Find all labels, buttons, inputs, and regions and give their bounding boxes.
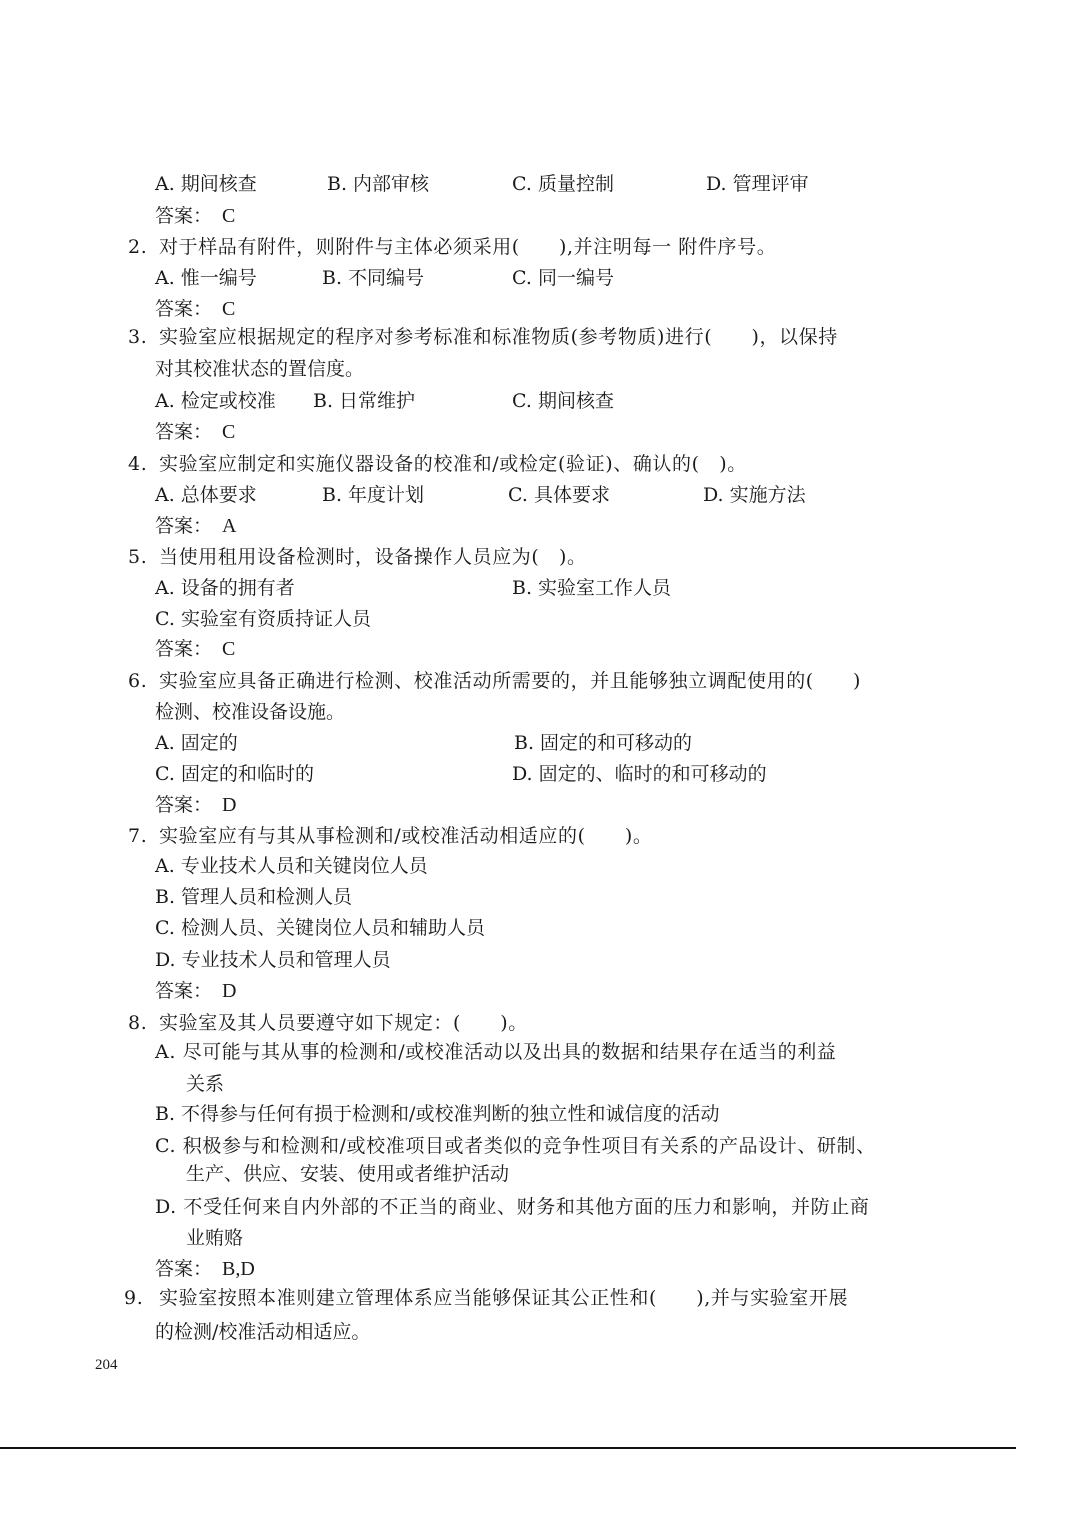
- q6-stem: 6. 实验室应具备正确进行检测、校准活动所需要的，并且能够独立调配使用的( ): [128, 670, 862, 692]
- q4-stem: 4. 实验室应制定和实施仪器设备的校准和/或检定(验证)、确认的( )。: [128, 453, 747, 475]
- q5-answer: 答案： C: [155, 638, 236, 660]
- q8-stem: 8. 实验室及其人员要遵守如下规定：( )。: [128, 1012, 528, 1034]
- q4-option-a: A. 总体要求: [155, 484, 257, 506]
- footer-rule: [0, 1447, 1016, 1449]
- q1-option-b: B. 内部审核: [327, 173, 430, 195]
- q8-option-c: C. 积极参与和检测和/或校准项目或者类似的竞争性项目有关系的产品设计、研制、: [155, 1135, 876, 1157]
- q1-option-a: A. 期间核查: [155, 173, 257, 195]
- page-number: 204: [95, 1357, 118, 1373]
- q5-option-b: B. 实验室工作人员: [512, 577, 672, 599]
- q8-option-a: A. 尽可能与其从事的检测和/或校准活动以及出具的数据和结果存在适当的利益: [155, 1041, 837, 1063]
- q9-stem: 9. 实验室按照本准则建立管理体系应当能够保证其公正性和( ),并与实验室开展: [124, 1287, 849, 1309]
- q2-answer: 答案： C: [155, 298, 236, 320]
- q5-stem: 5. 当使用租用设备检测时，设备操作人员应为( )。: [128, 546, 587, 568]
- q1-answer: 答案： C: [155, 205, 236, 227]
- q7-option-b: B. 管理人员和检测人员: [155, 886, 353, 908]
- q2-stem: 2. 对于样品有附件，则附件与主体必须采用( ),并注明每一 附件序号。: [128, 236, 777, 258]
- q3-option-c: C. 期间核查: [512, 390, 614, 412]
- q9-stem-continued: 的检测/校准活动相适应。: [155, 1321, 371, 1343]
- q6-stem-continued: 检测、校准设备设施。: [155, 701, 346, 723]
- q3-option-b: B. 日常维护: [313, 390, 416, 412]
- q4-option-b: B. 年度计划: [322, 484, 425, 506]
- q3-option-a: A. 检定或校准: [155, 390, 276, 412]
- q3-stem-continued: 对其校准状态的置信度。: [155, 358, 365, 380]
- q6-option-a: A. 固定的: [155, 732, 238, 754]
- q3-answer: 答案： C: [155, 421, 236, 443]
- q2-option-a: A. 惟一编号: [155, 267, 257, 289]
- q5-option-c: C. 实验室有资质持证人员: [155, 608, 371, 630]
- q6-option-c: C. 固定的和临时的: [155, 763, 314, 785]
- q8-answer: 答案： B,D: [155, 1258, 255, 1280]
- q8-option-d: D. 不受任何来自内外部的不正当的商业、财务和其他方面的压力和影响，并防止商: [155, 1196, 870, 1218]
- q6-option-d: D. 固定的、临时的和可移动的: [512, 763, 767, 785]
- q7-option-d: D. 专业技术人员和管理人员: [155, 949, 391, 971]
- q2-option-c: C. 同一编号: [512, 267, 614, 289]
- q6-answer: 答案： D: [155, 794, 237, 816]
- q7-option-c: C. 检测人员、关键岗位人员和辅助人员: [155, 917, 485, 939]
- q7-option-a: A. 专业技术人员和关键岗位人员: [155, 855, 428, 877]
- q2-option-b: B. 不同编号: [322, 267, 425, 289]
- q7-answer: 答案： D: [155, 980, 237, 1002]
- q8-option-d-continued: 业贿赂: [186, 1227, 244, 1249]
- q6-option-b: B. 固定的和可移动的: [514, 732, 693, 754]
- q5-option-a: A. 设备的拥有者: [155, 577, 295, 599]
- q4-answer: 答案： A: [155, 515, 237, 537]
- q7-stem: 7. 实验室应有与其从事检测和/或校准活动相适应的( )。: [128, 825, 653, 847]
- q4-option-c: C. 具体要求: [508, 484, 610, 506]
- q8-option-c-continued: 生产、供应、安装、使用或者维护活动: [186, 1163, 510, 1185]
- q1-option-d: D. 管理评审: [706, 173, 809, 195]
- q3-stem: 3. 实验室应根据规定的程序对参考标准和标准物质(参考物质)进行( )，以保持: [128, 326, 838, 348]
- q8-option-a-continued: 关系: [186, 1073, 225, 1095]
- q8-option-b: B. 不得参与任何有损于检测和/或校准判断的独立性和诚信度的活动: [155, 1103, 720, 1125]
- q1-option-c: C. 质量控制: [512, 173, 614, 195]
- q4-option-d: D. 实施方法: [703, 484, 806, 506]
